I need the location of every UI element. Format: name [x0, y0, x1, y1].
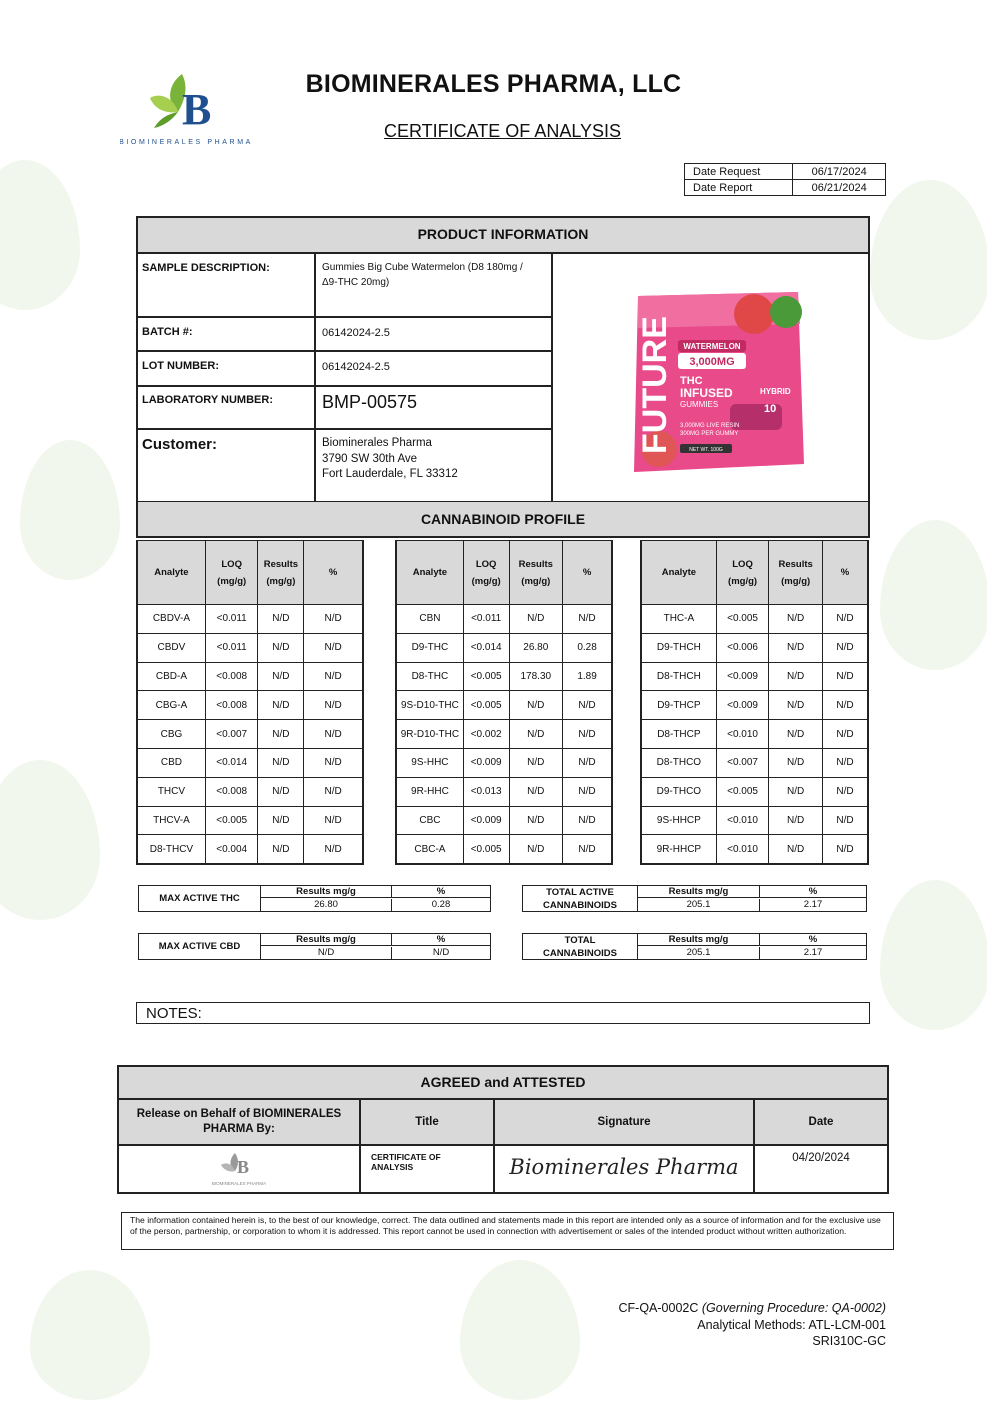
signature-column — [495, 1100, 755, 1192]
result-cell: N/D — [769, 633, 823, 662]
percent-cell: 1.89 — [563, 662, 612, 691]
result-cell: N/D — [769, 777, 823, 806]
percent-head: % — [760, 886, 866, 898]
table-header-row — [137, 541, 363, 605]
sample-value — [318, 254, 553, 316]
release-column — [119, 1100, 361, 1192]
analyte-cell: D9-THCH — [641, 633, 716, 662]
loq-cell: <0.010 — [716, 720, 769, 749]
analyte-cell: D9-THCP — [641, 691, 716, 720]
date-request-row — [685, 164, 886, 180]
result-cell: N/D — [769, 605, 823, 634]
package-line: THC — [680, 375, 703, 387]
table-row — [641, 777, 868, 806]
svg-text:B: B — [182, 85, 212, 134]
result-cell: N/D — [769, 835, 823, 864]
analyte-cell: 9R-HHC — [396, 777, 463, 806]
header-line: Release on Behalf of BIOMINERALES — [136, 1108, 342, 1120]
analyte-cell: CBC — [396, 806, 463, 835]
form-code: CF-QA-0002C — [618, 1301, 699, 1315]
table-row — [396, 633, 612, 662]
release-header — [119, 1100, 359, 1146]
stamp-logo-icon — [207, 1149, 271, 1189]
doc-title: CERTIFICATE OF ANALYSIS — [383, 121, 622, 141]
batch-row — [138, 318, 553, 352]
table-row — [137, 777, 363, 806]
loq-cell: <0.014 — [205, 748, 258, 777]
header-line: (mg/g) — [521, 575, 551, 587]
table-row — [396, 748, 612, 777]
table-row — [137, 720, 363, 749]
lot-value: 06142024-2.5 — [318, 352, 553, 385]
watermark-shape — [30, 1270, 150, 1400]
date-column — [755, 1100, 887, 1192]
max-active-thc-box — [138, 885, 491, 912]
header-line: Results — [778, 558, 813, 570]
table-row — [137, 605, 363, 634]
percent-value: 2.17 — [803, 947, 823, 958]
cannabinoid-table-1 — [136, 540, 364, 865]
summary-label — [523, 886, 638, 911]
customer-line: Fort Lauderdale, FL 33312 — [322, 468, 458, 480]
percent-cell: 0.28 — [563, 633, 612, 662]
analyte-cell: D8-THCO — [641, 748, 716, 777]
loq-cell: <0.007 — [716, 748, 769, 777]
result-value: 205.1 — [638, 899, 760, 911]
result-cell: N/D — [258, 633, 304, 662]
percent-cell: N/D — [822, 806, 868, 835]
table-row — [641, 748, 868, 777]
loq-cell: <0.009 — [463, 806, 509, 835]
lab-row — [138, 387, 553, 430]
percent-cell: N/D — [822, 748, 868, 777]
table-row — [641, 720, 868, 749]
result-cell: N/D — [769, 748, 823, 777]
percent-cell: N/D — [822, 605, 868, 634]
loq-cell: <0.009 — [463, 748, 509, 777]
customer-value — [318, 430, 553, 503]
results-head: Results mg/g — [638, 886, 760, 898]
package-type: HYBRID — [760, 387, 791, 396]
percent-cell: N/D — [304, 662, 363, 691]
sample-label: SAMPLE DESCRIPTION: — [138, 254, 316, 316]
gummy-package-icon — [554, 254, 870, 503]
header-line: LOQ — [732, 558, 753, 570]
percent-head: % — [760, 934, 866, 946]
percent-cell: N/D — [822, 633, 868, 662]
customer-line: 3790 SW 30th Ave — [322, 452, 418, 465]
cannabinoid-table-3 — [640, 540, 869, 865]
date-label: Date Request — [685, 164, 793, 180]
analytical-methods: Analytical Methods: ATL-LCM-001 — [697, 1317, 886, 1332]
label-line: TOTAL ACTIVE — [546, 886, 614, 898]
cannabinoid-table-2 — [395, 540, 613, 865]
result-cell: N/D — [258, 748, 304, 777]
header-line: LOQ — [221, 558, 242, 570]
release-body — [119, 1146, 359, 1192]
date-report-row — [685, 180, 886, 196]
analyte-cell: THCV-A — [137, 806, 205, 835]
analyte-cell: CBC-A — [396, 835, 463, 864]
result-cell: N/D — [258, 662, 304, 691]
percent-header: % — [304, 541, 363, 605]
percent-cell: N/D — [304, 633, 363, 662]
table-row — [396, 777, 612, 806]
results-header — [509, 541, 563, 605]
analyte-cell: THCV — [137, 777, 205, 806]
watermark-shape — [0, 760, 100, 920]
sample-line: Δ9-THC 20mg) — [322, 277, 390, 288]
analyte-cell: THC-A — [641, 605, 716, 634]
table-row — [137, 748, 363, 777]
result-value: N/D — [261, 947, 392, 959]
loq-cell: <0.011 — [205, 605, 258, 634]
result-cell: N/D — [769, 720, 823, 749]
result-cell: N/D — [509, 835, 563, 864]
result-cell: N/D — [258, 605, 304, 634]
footer-line — [619, 1300, 887, 1317]
percent-cell: N/D — [563, 777, 612, 806]
header-line: (mg/g) — [471, 575, 501, 587]
percent-cell: N/D — [304, 748, 363, 777]
percent-cell: N/D — [304, 806, 363, 835]
table-row — [137, 662, 363, 691]
product-information — [136, 216, 870, 503]
package-brand: FUTURE — [636, 316, 674, 454]
governing-procedure: (Governing Procedure: QA-0002) — [701, 1301, 886, 1315]
package-line: 3,000MG LIVE RESIN — [680, 423, 740, 429]
loq-cell: <0.007 — [205, 720, 258, 749]
percent-cell: N/D — [304, 720, 363, 749]
loq-header — [205, 541, 258, 605]
date-value: 06/17/2024 — [793, 164, 886, 180]
table-row — [641, 835, 868, 864]
percent-value: 2.17 — [803, 899, 823, 910]
result-cell: N/D — [769, 806, 823, 835]
title-header: Title — [361, 1100, 493, 1146]
loq-cell: <0.005 — [463, 662, 509, 691]
analyte-cell: 9S-HHC — [396, 748, 463, 777]
header-line: (mg/g) — [266, 575, 296, 587]
percent-cell: N/D — [822, 835, 868, 864]
instrument-code: SRI310C-GC — [812, 1334, 886, 1348]
stamp-text: BIOMINERALES PHARMA — [211, 1181, 267, 1186]
header-line: PHARMA By: — [203, 1123, 275, 1135]
loq-cell: <0.011 — [463, 605, 509, 634]
analyte-cell: D8-THCP — [641, 720, 716, 749]
customer-line: Biominerales Pharma — [322, 437, 432, 449]
customer-label: Customer: — [138, 430, 316, 503]
analyte-cell: D9-THCO — [641, 777, 716, 806]
date-value: 06/21/2024 — [793, 180, 886, 196]
header-line: Results — [518, 558, 553, 570]
table-row — [137, 806, 363, 835]
section-heading — [119, 1067, 887, 1100]
analyte-cell: CBN — [396, 605, 463, 634]
package-line: GUMMIES — [680, 400, 719, 409]
analyte-cell: D9-THC — [396, 633, 463, 662]
table-row — [396, 806, 612, 835]
footer — [619, 1300, 887, 1350]
percent-cell: N/D — [563, 691, 612, 720]
loq-cell: <0.005 — [463, 835, 509, 864]
agreed-attested-section — [117, 1065, 889, 1194]
result-cell: N/D — [258, 835, 304, 864]
analyte-cell: D8-THCH — [641, 662, 716, 691]
table-row — [641, 605, 868, 634]
package-net: NET WT. 100G — [689, 447, 723, 453]
loq-cell: <0.014 — [463, 633, 509, 662]
package-line: INFUSED — [680, 386, 733, 400]
loq-cell: <0.009 — [716, 691, 769, 720]
table-row — [641, 806, 868, 835]
percent-head: % — [392, 934, 490, 946]
package-count: 10 — [764, 403, 777, 415]
results-header — [769, 541, 823, 605]
table-row — [641, 633, 868, 662]
package-amount: 3,000MG — [689, 356, 735, 368]
product-image — [554, 254, 870, 503]
header-line: (mg/g) — [781, 575, 811, 587]
percent-cell: N/D — [304, 691, 363, 720]
loq-cell: <0.011 — [205, 633, 258, 662]
results-head: Results mg/g — [261, 934, 392, 946]
result-value: 26.80 — [261, 899, 392, 911]
loq-cell: <0.008 — [205, 691, 258, 720]
watermark-shape — [870, 180, 987, 340]
analyte-cell: CBDV-A — [137, 605, 205, 634]
table-row — [396, 605, 612, 634]
watermark-shape — [460, 1260, 580, 1400]
analyte-cell: CBD — [137, 748, 205, 777]
summary-label: MAX ACTIVE THC — [139, 886, 261, 911]
percent-header: % — [563, 541, 612, 605]
label-line: CANNABINOIDS — [543, 899, 617, 911]
percent-header: % — [822, 541, 868, 605]
dates-table — [684, 163, 886, 196]
result-cell: N/D — [769, 691, 823, 720]
analyte-cell: CBG-A — [137, 691, 205, 720]
loq-cell: <0.009 — [716, 662, 769, 691]
analyte-header: Analyte — [641, 541, 716, 605]
svg-text:B: B — [237, 1157, 250, 1177]
loq-cell: <0.004 — [205, 835, 258, 864]
watermark-shape — [20, 440, 120, 580]
lab-label: LABORATORY NUMBER: — [138, 387, 316, 428]
result-cell: 178.30 — [509, 662, 563, 691]
results-head: Results mg/g — [261, 886, 392, 898]
batch-label: BATCH #: — [138, 318, 316, 350]
table-row — [641, 662, 868, 691]
sample-row — [138, 254, 553, 318]
percent-cell: N/D — [563, 720, 612, 749]
company-name: BIOMINERALES PHARMA, LLC — [305, 70, 682, 98]
label-line: TOTAL — [564, 934, 596, 946]
percent-cell: N/D — [304, 605, 363, 634]
result-cell: N/D — [258, 720, 304, 749]
analyte-cell: 9S-HHCP — [641, 806, 716, 835]
analyte-cell: D8-THCV — [137, 835, 205, 864]
analyte-cell: CBG — [137, 720, 205, 749]
result-cell: N/D — [509, 691, 563, 720]
package-line: 300MG PER GUMMY — [680, 431, 739, 437]
analyte-cell: 9R-HHCP — [641, 835, 716, 864]
result-cell: N/D — [258, 806, 304, 835]
signature-header: Signature — [495, 1100, 753, 1146]
loq-cell: <0.005 — [716, 605, 769, 634]
title-column — [361, 1100, 495, 1192]
table-header-row — [641, 541, 868, 605]
customer-row — [138, 430, 553, 503]
header-line: (mg/g) — [217, 575, 247, 587]
table-row — [396, 835, 612, 864]
table-row — [396, 720, 612, 749]
table-row — [396, 662, 612, 691]
cannabinoid-heading: CANNABINOID PROFILE — [136, 502, 870, 538]
package-flavor: WATERMELON — [683, 342, 741, 351]
result-cell: N/D — [258, 777, 304, 806]
header-line: Results — [263, 558, 299, 570]
percent-value: N/D — [432, 947, 450, 958]
loq-cell: <0.010 — [716, 835, 769, 864]
heading-word: ATTESTED — [512, 1074, 586, 1090]
result-cell: N/D — [509, 605, 563, 634]
table-row — [137, 633, 363, 662]
sample-line: Gummies Big Cube Watermelon (D8 180mg / — [322, 262, 523, 273]
loq-cell: <0.002 — [463, 720, 509, 749]
result-cell: N/D — [509, 777, 563, 806]
analyte-cell: D8-THC — [396, 662, 463, 691]
results-head: Results mg/g — [638, 934, 760, 946]
section-heading: PRODUCT INFORMATION — [138, 218, 868, 254]
loq-cell: <0.006 — [716, 633, 769, 662]
loq-header — [716, 541, 769, 605]
analyte-header: Analyte — [137, 541, 205, 605]
header-line: (mg/g) — [728, 575, 758, 587]
title-value: CERTIFICATE OF ANALYSIS — [371, 1152, 441, 1172]
heading-word: AGREED — [420, 1074, 481, 1090]
total-cannabinoids-box — [522, 933, 867, 960]
loq-cell: <0.005 — [205, 806, 258, 835]
signature-value: Biominerales Pharma — [509, 1155, 739, 1179]
watermark-shape — [880, 880, 987, 1030]
result-cell: 26.80 — [509, 633, 563, 662]
percent-cell: N/D — [563, 835, 612, 864]
percent-cell: N/D — [563, 748, 612, 777]
result-cell: N/D — [509, 748, 563, 777]
percent-cell: N/D — [563, 806, 612, 835]
summary-label: MAX ACTIVE CBD — [139, 934, 261, 959]
analyte-header: Analyte — [396, 541, 463, 605]
percent-cell: N/D — [822, 720, 868, 749]
loq-cell: <0.013 — [463, 777, 509, 806]
result-cell: N/D — [509, 806, 563, 835]
percent-cell: N/D — [304, 835, 363, 864]
summary-label — [523, 934, 638, 959]
analyte-cell: CBDV — [137, 633, 205, 662]
percent-cell: N/D — [822, 691, 868, 720]
loq-cell: <0.008 — [205, 777, 258, 806]
header-line: LOQ — [475, 558, 497, 570]
max-active-cbd-box — [138, 933, 491, 960]
table-row — [641, 691, 868, 720]
label-line: CANNABINOIDS — [543, 947, 617, 959]
result-value: 205.1 — [638, 947, 760, 959]
notes-label: NOTES: — [146, 1005, 202, 1022]
date-header: Date — [755, 1100, 887, 1146]
loq-cell: <0.005 — [716, 777, 769, 806]
lot-row — [138, 352, 553, 387]
lot-label: LOT NUMBER: — [138, 352, 316, 385]
lab-value: BMP-00575 — [318, 387, 553, 428]
result-cell: N/D — [769, 662, 823, 691]
notes-box — [136, 1002, 870, 1024]
date-value: 04/20/2024 — [792, 1152, 850, 1164]
date-label: Date Report — [685, 180, 793, 196]
disclaimer: The information contained herein is, to the best of our knowledge, correct. The data outlined and statements made in this report are intended only as a source of information and for the exclusive use of the person, partnership, or corporation to whom it is addressed. This report cannot be used in connection with advertisement or sales of the intended product without written authorization. — [121, 1212, 894, 1250]
analyte-cell: 9S-D10-THC — [396, 691, 463, 720]
table-header-row — [396, 541, 612, 605]
percent-cell: N/D — [822, 777, 868, 806]
analyte-cell: CBD-A — [137, 662, 205, 691]
percent-cell: N/D — [822, 662, 868, 691]
watermark-shape — [0, 160, 80, 310]
table-row — [137, 835, 363, 864]
table-row — [396, 691, 612, 720]
table-row — [137, 691, 363, 720]
result-cell: N/D — [509, 720, 563, 749]
batch-value: 06142024-2.5 — [318, 318, 553, 350]
percent-head: % — [392, 886, 490, 898]
results-header — [258, 541, 304, 605]
total-active-cannabinoids-box — [522, 885, 867, 912]
percent-cell: N/D — [563, 605, 612, 634]
watermark-shape — [880, 520, 987, 670]
logo-text: BIOMINERALES PHARMA — [120, 139, 252, 146]
loq-header — [463, 541, 509, 605]
result-cell: N/D — [258, 691, 304, 720]
percent-value: 0.28 — [431, 899, 451, 910]
analyte-cell: 9R-D10-THC — [396, 720, 463, 749]
loq-cell: <0.008 — [205, 662, 258, 691]
loq-cell: <0.010 — [716, 806, 769, 835]
heading-word: and — [484, 1074, 510, 1090]
loq-cell: <0.005 — [463, 691, 509, 720]
percent-cell: N/D — [304, 777, 363, 806]
